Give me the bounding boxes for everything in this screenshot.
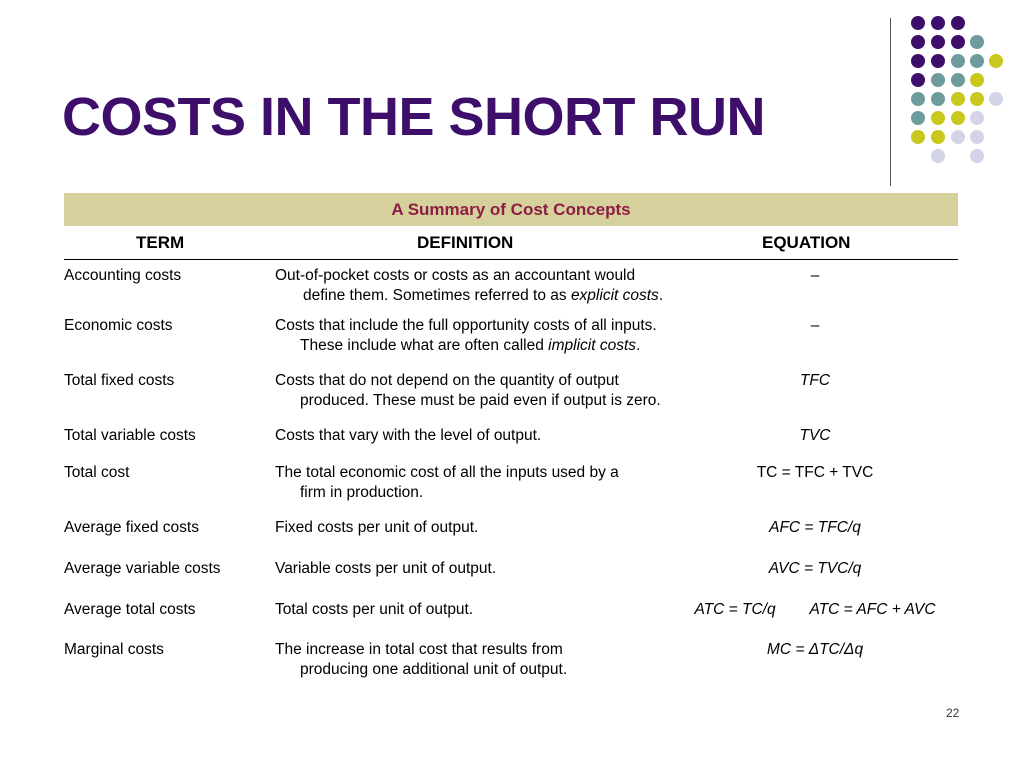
decor-dot: [931, 92, 945, 106]
decor-dot: [951, 35, 965, 49]
decor-dot: [911, 73, 925, 87]
definition-line: Costs that include the full opportunity costs of all inputs.: [275, 317, 657, 334]
definition-line: producing one additional unit of output.: [300, 661, 568, 678]
decor-dot: [931, 73, 945, 87]
row-equation-average-total-costs: ATC = TC/q ATC = AFC + AVC: [694, 601, 936, 618]
row-equation-total-fixed-costs: TFC: [799, 372, 831, 389]
table-caption: A Summary of Cost Concepts: [391, 200, 631, 219]
decor-dot: [911, 35, 925, 49]
definition-line: The increase in total cost that results from: [275, 641, 563, 658]
definition-line: Costs that do not depend on the quantity of output: [275, 372, 619, 389]
row-definition-total-variable-costs: [275, 426, 541, 446]
decor-dot: [911, 16, 925, 30]
row-equation-total-variable-costs: TVC: [799, 427, 831, 444]
decor-dot: [989, 54, 1003, 68]
decor-dot: [951, 54, 965, 68]
decor-dot: [970, 130, 984, 144]
decor-dot: [970, 54, 984, 68]
definition-line: [275, 286, 663, 306]
row-definition-average-total-costs: [275, 600, 473, 620]
decor-dot: [970, 73, 984, 87]
definition-text: define them. Sometimes referred to as: [303, 287, 571, 304]
definition-line: firm in production.: [300, 484, 424, 501]
decor-dot: [911, 111, 925, 125]
row-definition-average-fixed-costs: [275, 518, 478, 538]
decor-dot: [931, 111, 945, 125]
decor-dot: [911, 54, 925, 68]
row-term-economic-costs: Economic costs: [64, 317, 173, 334]
decor-dot: [931, 130, 945, 144]
header-rule: [64, 259, 958, 260]
decor-dot: [951, 130, 965, 144]
decor-dot: [970, 149, 984, 163]
decor-dot: [970, 92, 984, 106]
row-definition-economic-costs: [275, 316, 657, 356]
definition-line: The total economic cost of all the inputs used by a: [275, 464, 619, 481]
definition-text: These include what are often called: [300, 337, 549, 354]
row-definition-accounting-costs: [275, 266, 663, 306]
decor-dot: [931, 149, 945, 163]
definition-tail: .: [658, 287, 664, 304]
row-term-average-total-costs: Average total costs: [64, 601, 196, 618]
row-definition-marginal-costs: [275, 640, 567, 680]
definition-line: Variable costs per unit of output.: [275, 560, 497, 577]
row-equation-average-fixed-costs: AFC = TFC/q: [769, 519, 861, 536]
decor-dot: [911, 92, 925, 106]
decor-dot: [951, 92, 965, 106]
row-term-accounting-costs: Accounting costs: [64, 267, 182, 284]
row-definition-average-variable-costs: [275, 559, 496, 579]
decor-dot: [951, 73, 965, 87]
title-divider-line: [890, 18, 891, 186]
decor-dot: [931, 16, 945, 30]
definition-line: Costs that vary with the level of output.: [275, 427, 542, 444]
decor-dot: [911, 130, 925, 144]
decor-dot: [951, 16, 965, 30]
decor-dot: [970, 35, 984, 49]
definition-line: produced. These must be paid even if output is zero.: [300, 392, 661, 409]
definition-line: [275, 336, 657, 356]
row-definition-total-fixed-costs: [275, 371, 661, 411]
row-term-total-variable-costs: Total variable costs: [64, 427, 196, 444]
decor-dot: [951, 111, 965, 125]
slide-title: COSTS IN THE SHORT RUN: [62, 87, 766, 147]
header-term: TERM: [136, 233, 185, 252]
definition-tail: .: [636, 337, 641, 354]
row-term-average-fixed-costs: Average fixed costs: [64, 519, 199, 536]
definition-emphasis: implicit costs: [548, 337, 637, 354]
row-equation-total-cost: TC = TFC + TVC: [756, 464, 874, 481]
header-definition: DEFINITION: [417, 233, 514, 252]
row-term-marginal-costs: Marginal costs: [64, 641, 164, 658]
row-definition-total-cost: [275, 463, 619, 503]
decor-dot: [970, 111, 984, 125]
definition-line: Total costs per unit of output.: [275, 601, 474, 618]
row-equation-accounting-costs: –: [810, 267, 820, 284]
row-term-average-variable-costs: Average variable costs: [64, 560, 221, 577]
definition-emphasis: explicit costs: [570, 287, 659, 304]
row-term-total-fixed-costs: Total fixed costs: [64, 372, 175, 389]
header-equation: EQUATION: [762, 233, 851, 252]
page-number: 22: [946, 706, 960, 720]
row-equation-economic-costs: –: [810, 317, 820, 334]
table-caption-banner: [64, 193, 958, 226]
definition-line: Fixed costs per unit of output.: [275, 519, 479, 536]
row-term-total-cost: Total cost: [64, 464, 130, 481]
decor-dot: [931, 35, 945, 49]
decor-dot: [989, 92, 1003, 106]
decor-dot: [931, 54, 945, 68]
row-equation-marginal-costs: MC = ΔTC/Δq: [766, 641, 864, 658]
definition-line: Out-of-pocket costs or costs as an accountant would: [275, 267, 636, 284]
row-equation-average-variable-costs: AVC = TVC/q: [768, 560, 862, 577]
